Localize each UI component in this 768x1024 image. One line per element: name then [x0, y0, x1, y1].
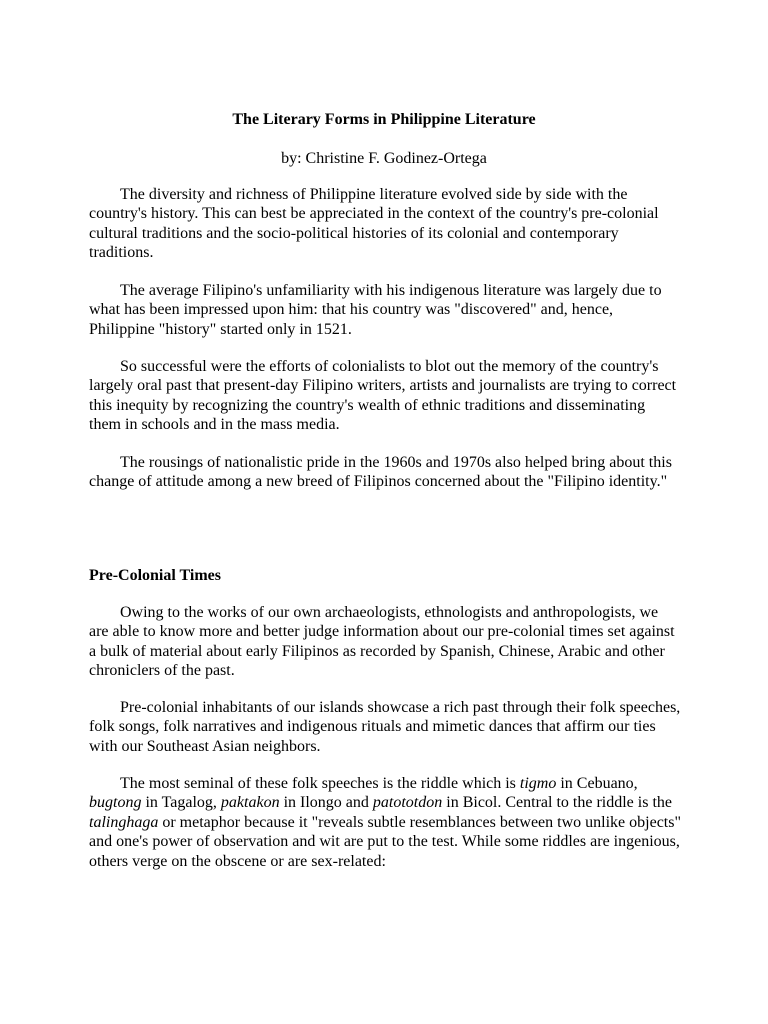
riddle-text-2: in Cebuano, — [556, 775, 638, 792]
term-bugtong: bugtong — [89, 794, 142, 812]
riddle-text-1: The most seminal of these folk speeches is the riddle which is — [120, 775, 520, 792]
riddle-text-4: in Ilongo and — [279, 794, 373, 812]
section-paragraph-1: Owing to the works of our own archaeologists, ethnologists and anthropologists, we are able to know more and better judge information about our pre-colonial times set against a bulk of material about early Filipinos as recorded by Spanish, Chinese, Arabic and other chroniclers of the past. — [89, 604, 675, 680]
author-byline: by: Christine F. Godinez-Ortega — [281, 150, 487, 167]
intro-paragraph-1: The diversity and richness of Philippine literature evolved side by side with the country's history. This can best be appreciated in the context of the country's pre-colonial cultural traditions and the socio-political histories of its colonial and contemporary traditions. — [89, 186, 659, 262]
riddle-text-3: in Tagalog, — [141, 794, 221, 812]
section-heading: Pre-Colonial Times — [89, 567, 221, 584]
section-paragraph-2: Pre-colonial inhabitants of our islands showcase a rich past through their folk speeches, folk songs, folk narratives and indigenous rituals and mimetic dances that affirm our ties with our Southeast Asian neighbors. — [89, 699, 681, 755]
riddle-paragraph — [89, 774, 681, 871]
intro-paragraph-2: The average Filipino's unfamiliarity with his indigenous literature was largely due to what has been impressed upon him: that his country was "discovered" and, hence, Philippine "history" started only in 1521. — [89, 282, 662, 338]
term-paktakon: paktakon — [220, 794, 280, 812]
term-talinghaga: talinghaga — [89, 813, 159, 831]
riddle-text-6: or metaphor because it "reveals subtle resemblances between two unlike objects" and one's power of observation and wit are put to the test. While some riddles are ingenious, others verge on the obscene or are sex-related: — [89, 813, 681, 870]
term-patototdon: patototdon — [372, 794, 443, 812]
riddle-text-5: in Bicol. Central to the riddle is the — [442, 794, 672, 812]
document-title: The Literary Forms in Philippine Literature — [232, 111, 536, 128]
intro-paragraph-3: So successful were the efforts of colonialists to blot out the memory of the country's largely oral past that present-day Filipino writers, artists and journalists are trying to correct this inequity by recognizing the country's wealth of ethnic traditions and disseminating them in schools and in the mass media. — [89, 358, 677, 434]
term-tigmo: tigmo — [519, 775, 557, 792]
intro-paragraph-4: The rousings of nationalistic pride in the 1960s and 1970s also helped bring about this change of attitude among a new breed of Filipinos concerned about the "Filipino identity." — [89, 454, 672, 491]
